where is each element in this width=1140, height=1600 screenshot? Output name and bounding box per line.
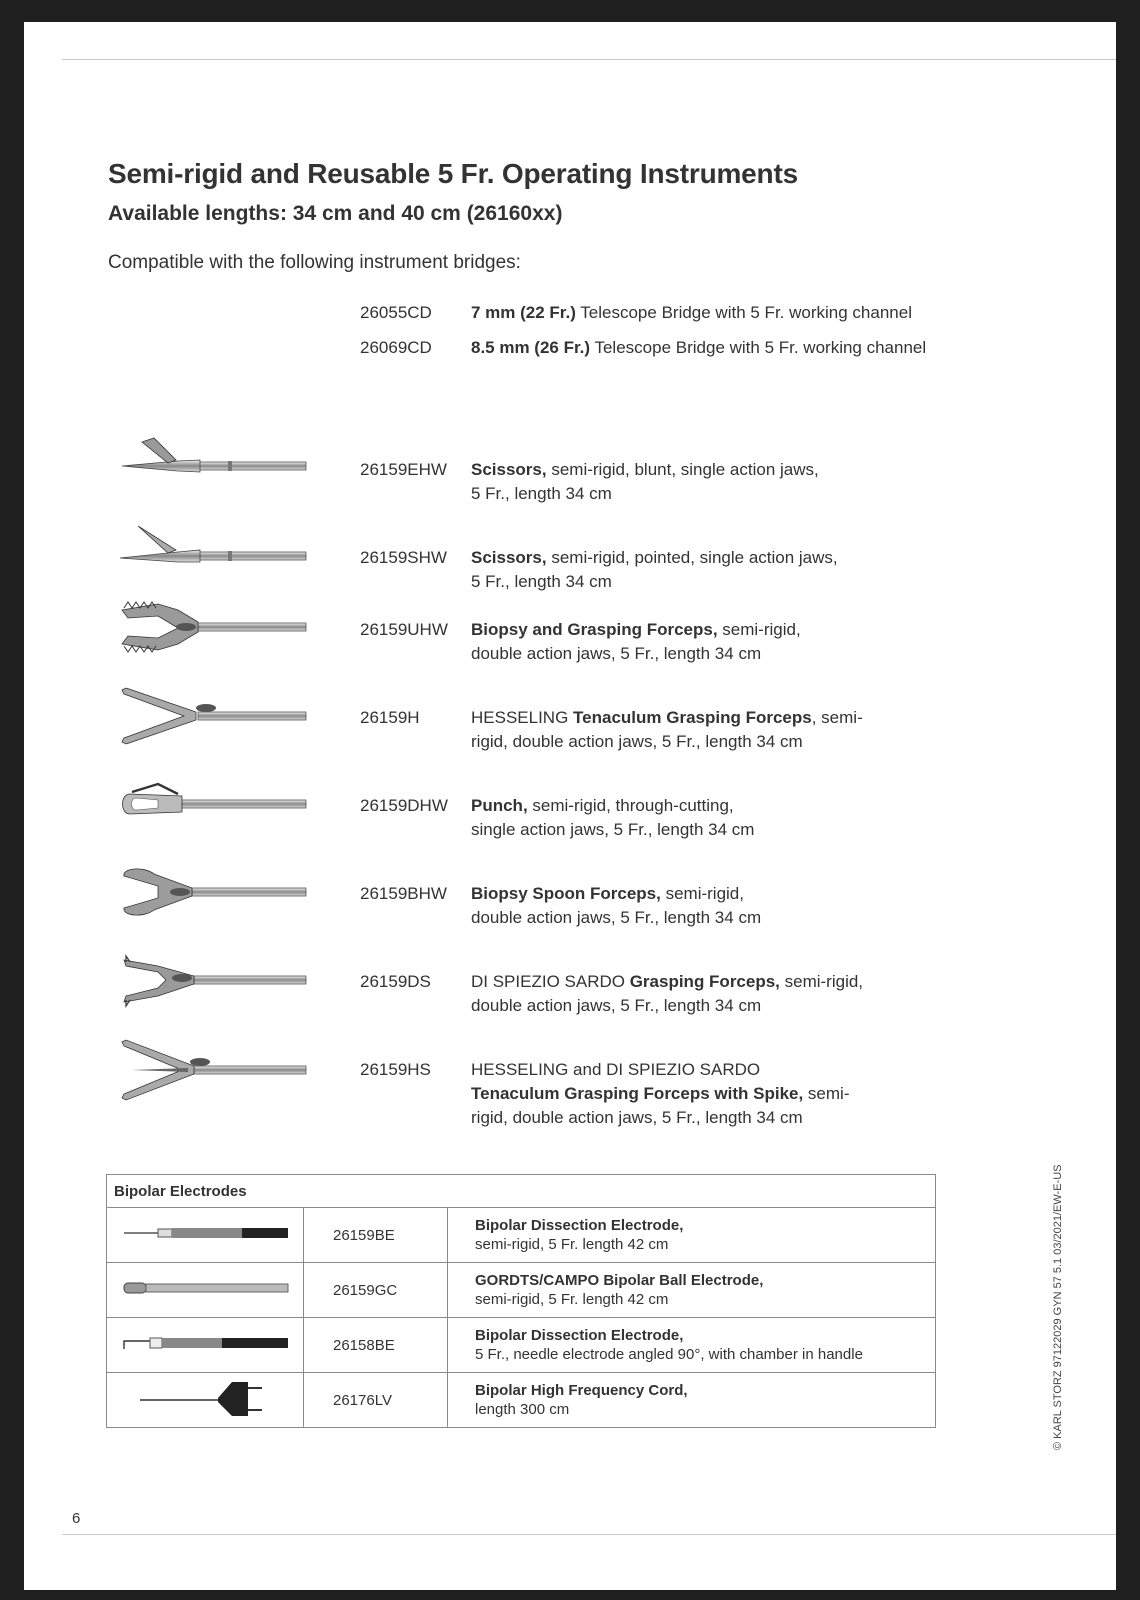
instrument-code: 26159EHW [360, 460, 447, 479]
page-title: Semi-rigid and Reusable 5 Fr. Operating Instruments [108, 158, 798, 189]
page-subtitle: Available lengths: 34 cm and 40 cm (26160xx) [108, 202, 563, 225]
instrument-description: HESSELING Tenaculum Grasping Forceps, semi- rigid, double action jaws, 5 Fr., length 34 cm [471, 708, 863, 751]
biopsy-spoon-forceps-icon [118, 860, 308, 924]
tenaculum-forceps-icon [118, 684, 308, 748]
bridge-description: 7 mm (22 Fr.) Telescope Bridge with 5 Fr. working channel [471, 303, 912, 322]
electrode-code: 26176LV [304, 1373, 448, 1428]
instrument-description: Biopsy and Grasping Forceps, semi-rigid, double action jaws, 5 Fr., length 34 cm [471, 620, 801, 663]
instrument-code: 26159DHW [360, 796, 448, 815]
copyright-note: © KARL STORZ 97122029 GYN 57 5.1 03/2021/EW-E-US [1052, 1164, 1064, 1450]
hf-cord-plug-icon [120, 1376, 290, 1420]
compatibility-intro: Compatible with the following instrument bridges: [108, 252, 521, 273]
instrument-description: Scissors, semi-rigid, blunt, single action jaws, 5 Fr., length 34 cm [471, 460, 819, 503]
instrument-description: DI SPIEZIO SARDO Grasping Forceps, semi-rigid, double action jaws, 5 Fr., length 34 cm [471, 972, 864, 1015]
electrode-code: 26159BE [304, 1208, 448, 1263]
electrode-code: 26159GC [304, 1263, 448, 1318]
instrument-code: 26159SHW [360, 548, 447, 567]
angled-needle-electrode-icon [120, 1333, 290, 1353]
table-image-cell [107, 1208, 304, 1263]
grasping-forceps-icon [118, 948, 308, 1012]
bridge-code: 26055CD [360, 303, 432, 322]
instrument-code: 26159H [360, 708, 420, 727]
table-header-row [107, 1175, 936, 1208]
electrode-description: Bipolar Dissection Electrode, semi-rigid, 5 Fr. length 42 cm [448, 1208, 936, 1263]
instrument-description: HESSELING and DI SPIEZIO SARDO Tenaculum Grasping Forceps with Spike, semi- rigid, double action jaws, 5 Fr., length 34 cm [471, 1060, 850, 1127]
table-row [107, 1263, 936, 1318]
top-rule [62, 59, 1116, 60]
punch-icon [118, 772, 308, 836]
electrode-description: Bipolar High Frequency Cord, length 300 cm [448, 1373, 936, 1428]
table-image-cell [107, 1318, 304, 1373]
electrode-description: GORDTS/CAMPO Bipolar Ball Electrode, semi-rigid, 5 Fr. length 42 cm [448, 1263, 936, 1318]
table-row [107, 1373, 936, 1428]
biopsy-grasping-forceps-icon [118, 594, 308, 658]
instrument-code: 26159UHW [360, 620, 448, 639]
instrument-code: 26159DS [360, 972, 431, 991]
pointed-scissors-icon [118, 522, 308, 586]
page-number: 6 [72, 1510, 81, 1527]
bipolar-electrodes-table [106, 1174, 936, 1428]
catalog-page [24, 22, 1116, 1590]
bottom-rule [62, 1534, 1116, 1535]
table-heading: Bipolar Electrodes [107, 1175, 936, 1208]
electrode-description: Bipolar Dissection Electrode, 5 Fr., needle electrode angled 90°, with chamber in handle [448, 1318, 936, 1373]
table-row [107, 1318, 936, 1373]
instrument-description: Punch, semi-rigid, through-cutting, single action jaws, 5 Fr., length 34 cm [471, 796, 755, 839]
instrument-code: 26159HS [360, 1060, 431, 1079]
table-image-cell [107, 1373, 304, 1428]
instrument-description: Biopsy Spoon Forceps, semi-rigid, double action jaws, 5 Fr., length 34 cm [471, 884, 762, 927]
instrument-code: 26159BHW [360, 884, 447, 903]
instrument-description: Scissors, semi-rigid, pointed, single action jaws, 5 Fr., length 34 cm [471, 548, 838, 591]
table-row [107, 1208, 936, 1263]
blunt-scissors-icon [118, 436, 308, 500]
table-image-cell [107, 1263, 304, 1318]
dissection-electrode-icon [120, 1223, 290, 1243]
bridge-code: 26069CD [360, 338, 432, 357]
electrode-code: 26158BE [304, 1318, 448, 1373]
tenaculum-spike-forceps-icon [118, 1038, 308, 1102]
ball-electrode-icon [120, 1278, 290, 1298]
bridge-description: 8.5 mm (26 Fr.) Telescope Bridge with 5 Fr. working channel [471, 338, 927, 357]
